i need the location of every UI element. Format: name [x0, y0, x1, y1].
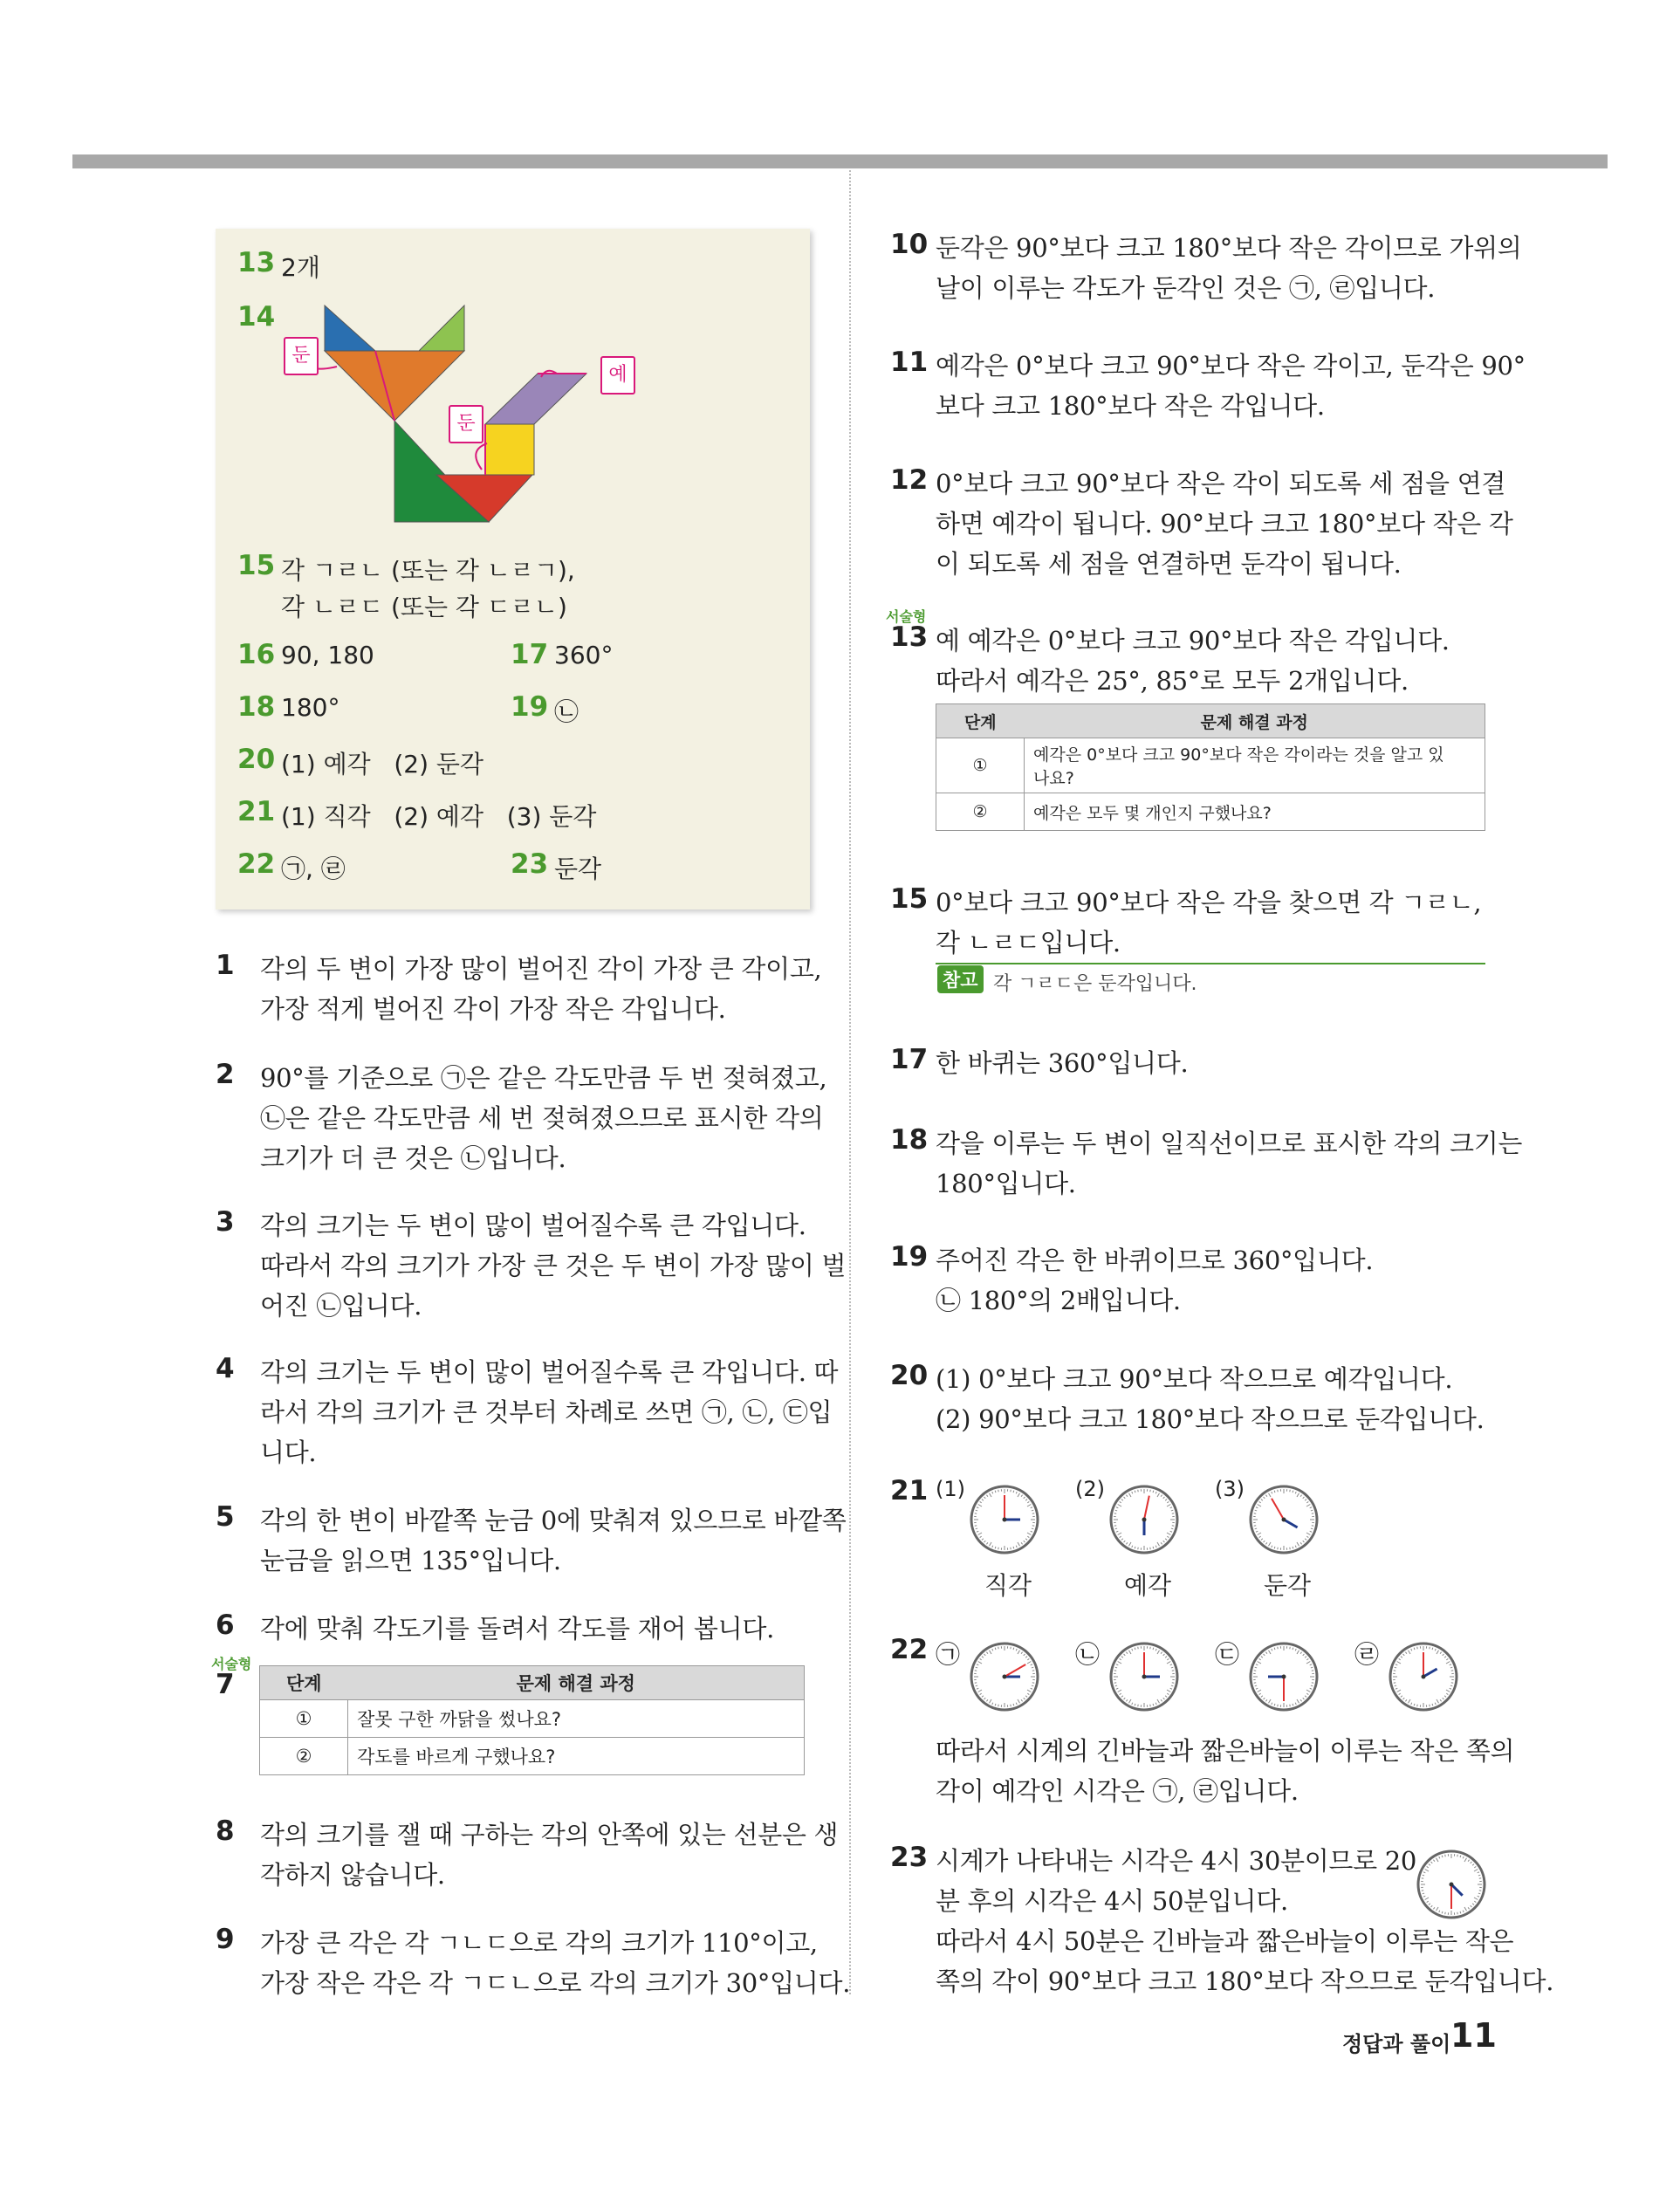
table-header: 문제 해결 과정	[348, 1666, 805, 1700]
solution-line: ㉡ 180°의 2배입니다.	[936, 1286, 1181, 1315]
column-divider	[849, 170, 851, 1994]
clock-tick	[1032, 1526, 1034, 1527]
solution-num: 21	[890, 1475, 929, 1506]
footer-label: 정답과 풀이	[1342, 2032, 1451, 2056]
table-header: 문제 해결 과정	[1025, 704, 1485, 738]
clock-caption: 예각	[1123, 1571, 1172, 1600]
solution-num: 18	[890, 1124, 929, 1156]
answer-num: 18	[237, 691, 276, 723]
solution-line: 따라서 시계의 긴바늘과 짧은바늘이 이루는 작은 쪽의	[936, 1736, 1515, 1766]
answer-num: 20	[237, 744, 276, 775]
solution-num: 12	[890, 464, 929, 496]
solution-num: 20	[890, 1360, 929, 1391]
clock-tick	[1150, 1647, 1151, 1649]
note-badge: 참고	[937, 965, 984, 993]
solution-line: 각하지 않습니다.	[260, 1860, 445, 1890]
clock-face	[1388, 1641, 1459, 1712]
table-cell: ②	[936, 793, 1025, 831]
clock-center	[1003, 1518, 1007, 1522]
clock-face	[1248, 1484, 1320, 1555]
top-bar	[72, 154, 1608, 168]
clock-tick	[1394, 1683, 1395, 1684]
clock-tick	[998, 1705, 999, 1706]
solution-line: 각에 맞춰 각도기를 돌려서 각도를 재어 봅니다.	[260, 1614, 774, 1644]
clock-tick	[1451, 1683, 1453, 1684]
answer-text: ㉡	[554, 697, 579, 726]
solution-line: 가장 작은 각은 각 ㄱㄷㄴ으로 각의 크기가 30°입니다.	[260, 1968, 851, 1998]
clock-label: (1)	[936, 1477, 965, 1501]
label-box-ye: 예	[600, 356, 635, 395]
tangram-orange-triangle	[325, 351, 464, 421]
clock-caption: 직각	[984, 1571, 1032, 1600]
clock-tick	[1312, 1526, 1313, 1527]
solution-line: 눈금을 읽으면 135°입니다.	[260, 1546, 561, 1575]
clock-tick	[1278, 1647, 1279, 1649]
clock-tick	[1417, 1647, 1418, 1649]
answer-text: (1) 직각 (2) 예각 (3) 둔각	[281, 802, 597, 831]
solution-line: 각의 크기는 두 변이 많이 벌어질수록 큰 각입니다. 따	[260, 1357, 839, 1387]
answer-num: 22	[237, 848, 276, 880]
clock-tick	[1172, 1683, 1174, 1684]
solution-num: 23	[890, 1842, 929, 1873]
tangram-lightgreen-triangle	[419, 305, 464, 351]
solution-num: 5	[216, 1501, 235, 1533]
solution-line: 90°를 기준으로 ㉠은 같은 각도만큼 두 번 젖혀졌고,	[260, 1063, 827, 1093]
table-cell: ②	[260, 1738, 348, 1775]
clock-label: (2)	[1075, 1477, 1105, 1501]
clock-tick	[1032, 1683, 1034, 1684]
solution-num: 6	[216, 1609, 235, 1641]
answer-text: 둔각	[554, 854, 602, 883]
solution-line: 라서 각의 크기가 큰 것부터 차례로 쓰면 ㉠, ㉡, ㉢입	[260, 1397, 833, 1427]
clock-face	[1108, 1484, 1180, 1555]
table-cell	[1025, 738, 1485, 793]
clock-tick	[1138, 1548, 1139, 1549]
answer-num: 13	[237, 247, 276, 278]
answer-text: 360°	[554, 641, 614, 669]
clock-tick	[1445, 1912, 1446, 1914]
clock-tick	[1290, 1548, 1291, 1549]
table-cell: 각도를 바르게 구했나요?	[348, 1738, 805, 1775]
clock-label: (3)	[1215, 1477, 1245, 1501]
clock-tick	[1278, 1490, 1279, 1492]
clock-center	[1282, 1675, 1286, 1679]
solution-line: 0°보다 크고 90°보다 작은 각을 찾으면 각 ㄱㄹㄴ,	[936, 888, 1482, 917]
table-header: 단계	[260, 1666, 348, 1700]
tangram-blue-triangle	[325, 305, 375, 351]
solution-num: 9	[216, 1924, 235, 1955]
table-cell: 예각은 모두 몇 개인지 구했나요?	[1025, 793, 1485, 831]
answer-text: 180°	[281, 693, 340, 722]
solution-line: 예각은 0°보다 크고 90°보다 작은 각이고, 둔각은 90°	[936, 351, 1526, 381]
label-box-dun: 둔	[284, 337, 319, 375]
table-cell: ①	[936, 738, 1025, 793]
solution-line: 따라서 4시 50분은 긴바늘과 짧은바늘이 이루는 작은	[936, 1926, 1514, 1956]
essay-badge: 서술형	[886, 608, 927, 625]
clock-tick	[1457, 1855, 1458, 1856]
step-table	[259, 1665, 805, 1775]
clock-center	[1282, 1518, 1286, 1522]
essay-badge: 서술형	[211, 1656, 252, 1672]
solution-num: 1	[216, 950, 235, 981]
answer-num: 17	[511, 639, 549, 670]
clock-tick	[1290, 1705, 1291, 1706]
clock-face	[1416, 1849, 1487, 1920]
clock-center	[1142, 1518, 1147, 1522]
solution-num: 7	[216, 1669, 235, 1700]
solution-line: 각의 크기는 두 변이 많이 벌어질수록 큰 각입니다.	[260, 1211, 806, 1240]
answer-num: 16	[237, 639, 276, 670]
clock-tick	[1312, 1513, 1313, 1514]
clock-tick	[1278, 1705, 1279, 1706]
solution-line: 날이 이루는 각도가 둔각인 것은 ㉠, ㉣입니다.	[936, 273, 1436, 303]
clock-tick	[998, 1548, 999, 1549]
answer-text: ㉠, ㉣	[281, 854, 346, 883]
clock-tick	[1312, 1683, 1313, 1684]
solution-num: 4	[216, 1353, 235, 1384]
clock-tick	[1479, 1878, 1481, 1879]
solution-line: 하면 예각이 됩니다. 90°보다 크고 180°보다 작은 각	[936, 509, 1513, 539]
answer-num: 19	[511, 691, 549, 723]
solution-line: 각이 예각인 시각은 ㉠, ㉣입니다.	[936, 1776, 1299, 1806]
clock-face	[969, 1484, 1040, 1555]
solution-line: 시계가 나타내는 시각은 4시 30분이므로 20	[936, 1846, 1417, 1876]
solution-line: 가장 큰 각은 각 ㄱㄴㄷ으로 각의 크기가 110°이고,	[260, 1928, 818, 1958]
solution-line: (1) 0°보다 크고 90°보다 작으므로 예각입니다.	[936, 1364, 1453, 1394]
solution-line: ㉡은 같은 각도만큼 세 번 젖혀졌으므로 표시한 각의	[260, 1103, 824, 1133]
solution-line: 니다.	[260, 1438, 317, 1467]
table-cell-line: 나요?	[1033, 769, 1074, 788]
table-cell-line: 예각은 0°보다 크고 90°보다 작은 각이라는 것을 알고 있	[1033, 745, 1444, 765]
clock-tick	[1114, 1513, 1116, 1514]
solution-num: 13	[890, 621, 929, 653]
clock-tick	[1114, 1683, 1116, 1684]
clock-tick	[1290, 1647, 1291, 1649]
clock-tick	[1138, 1647, 1139, 1649]
clock-face	[1248, 1641, 1320, 1712]
label-box-dun-2: 둔	[449, 405, 483, 443]
solution-num: 15	[890, 883, 929, 915]
clock-tick	[1417, 1705, 1418, 1706]
solution-line: 한 바퀴는 360°입니다.	[936, 1048, 1189, 1078]
clock-label: ㉠	[936, 1640, 961, 1669]
solution-line: 예 예각은 0°보다 크고 90°보다 작은 각입니다.	[936, 626, 1450, 655]
clock-label: ㉡	[1075, 1640, 1101, 1669]
clock-tick	[1172, 1526, 1174, 1527]
solution-line: 크기가 더 큰 것은 ㉡입니다.	[260, 1143, 566, 1173]
clock-center	[1422, 1675, 1426, 1679]
solution-line: 각의 한 변이 바깥쪽 눈금 0에 맞춰져 있으므로 바깥쪽	[260, 1506, 847, 1535]
page-number: 11	[1450, 2016, 1497, 2055]
clock-tick	[975, 1526, 977, 1527]
clock-tick	[1278, 1548, 1279, 1549]
step-table	[936, 703, 1485, 831]
solution-line: 분 후의 시각은 4시 50분입니다.	[936, 1886, 1288, 1916]
solution-line: 주어진 각은 한 바퀴이므로 360°입니다.	[936, 1246, 1374, 1275]
solution-line: 각 ㄴㄹㄷ입니다.	[936, 928, 1121, 957]
solution-num: 8	[216, 1815, 235, 1847]
clock-center	[1450, 1883, 1454, 1887]
solution-line: 각의 크기를 잴 때 구하는 각의 안쪽에 있는 선분은 생	[260, 1820, 839, 1850]
table-header: 단계	[936, 704, 1025, 738]
clock-tick	[1254, 1683, 1256, 1684]
answer-text: (1) 예각 (2) 둔각	[281, 750, 484, 779]
clock-tick	[975, 1683, 977, 1684]
solution-num: 22	[890, 1634, 929, 1665]
clock-caption: 둔각	[1263, 1571, 1312, 1600]
solution-num: 10	[890, 229, 929, 260]
answer-text: 각 ㄴㄹㄷ (또는 각 ㄷㄹㄴ)	[281, 593, 567, 621]
solution-line: 180°입니다.	[936, 1169, 1076, 1198]
answer-num: 15	[237, 550, 276, 581]
clock-tick	[1150, 1548, 1151, 1549]
solution-line: 각을 이루는 두 변이 일직선이므로 표시한 각의 크기는	[936, 1129, 1523, 1158]
table-cell: ①	[260, 1700, 348, 1738]
clock-tick	[1457, 1912, 1458, 1914]
solution-line: 보다 크고 180°보다 작은 각입니다.	[936, 391, 1325, 421]
clock-tick	[1114, 1526, 1116, 1527]
solution-line: 이 되도록 세 점을 연결하면 둔각이 됩니다.	[936, 549, 1402, 579]
clock-tick	[1290, 1490, 1291, 1492]
clock-center	[1142, 1675, 1147, 1679]
note-rule	[936, 963, 1485, 964]
answer-num: 14	[237, 301, 276, 333]
solution-num: 19	[890, 1241, 929, 1273]
solution-line: 따라서 예각은 25°, 85°로 모두 2개입니다.	[936, 666, 1409, 696]
solution-line: 각의 두 변이 가장 많이 벌어진 각이 가장 큰 각이고,	[260, 954, 822, 984]
answer-num: 23	[511, 848, 549, 880]
solution-num: 17	[890, 1044, 929, 1075]
solution-line: (2) 90°보다 크고 180°보다 작으므로 둔각입니다.	[936, 1404, 1485, 1434]
clock-tick	[1150, 1490, 1151, 1492]
clock-tick	[1254, 1526, 1256, 1527]
solution-line: 쪽의 각이 90°보다 크고 180°보다 작으므로 둔각입니다.	[936, 1966, 1554, 1996]
clock-tick	[1138, 1490, 1139, 1492]
clock-tick	[1445, 1855, 1446, 1856]
answer-text: 2개	[281, 253, 320, 282]
solution-line: 0°보다 크고 90°보다 작은 각이 되도록 세 점을 연결	[936, 469, 1506, 498]
solution-num: 3	[216, 1206, 235, 1238]
tangram-yellow-square	[485, 424, 534, 475]
clock-tick	[975, 1513, 977, 1514]
clock-center	[1003, 1675, 1007, 1679]
table-cell: 잘못 구한 까닭을 썼나요?	[348, 1700, 805, 1738]
solution-num: 2	[216, 1059, 235, 1090]
tangram-purple-parallelogram	[485, 374, 586, 424]
clock-tick	[1032, 1513, 1034, 1514]
clock-tick	[998, 1490, 999, 1492]
clock-face	[1108, 1641, 1180, 1712]
clock-tick	[1172, 1513, 1174, 1514]
solution-line: 둔각은 90°보다 크고 180°보다 작은 각이므로 가위의	[936, 233, 1522, 263]
answer-text: 각 ㄱㄹㄴ (또는 각 ㄴㄹㄱ),	[281, 556, 575, 585]
clock-label: ㉢	[1215, 1640, 1240, 1669]
answer-text: 90, 180	[281, 641, 374, 669]
clock-tick	[1138, 1705, 1139, 1706]
clock-face	[969, 1641, 1040, 1712]
clock-tick	[1150, 1705, 1151, 1706]
solution-line: 가장 적게 벌어진 각이 가장 작은 각입니다.	[260, 994, 726, 1024]
clock-tick	[1422, 1878, 1423, 1879]
solution-line: 따라서 각의 크기가 가장 큰 것은 두 변이 가장 많이 벌	[260, 1251, 847, 1280]
solution-line: 어진 ㉡입니다.	[260, 1291, 422, 1321]
clock-label: ㉣	[1354, 1640, 1380, 1669]
note-text: 각 ㄱㄹㄷ은 둔각입니다.	[993, 973, 1197, 995]
solution-num: 11	[890, 347, 929, 378]
answer-num: 21	[237, 796, 276, 827]
clock-tick	[1254, 1513, 1256, 1514]
clock-tick	[998, 1647, 999, 1649]
